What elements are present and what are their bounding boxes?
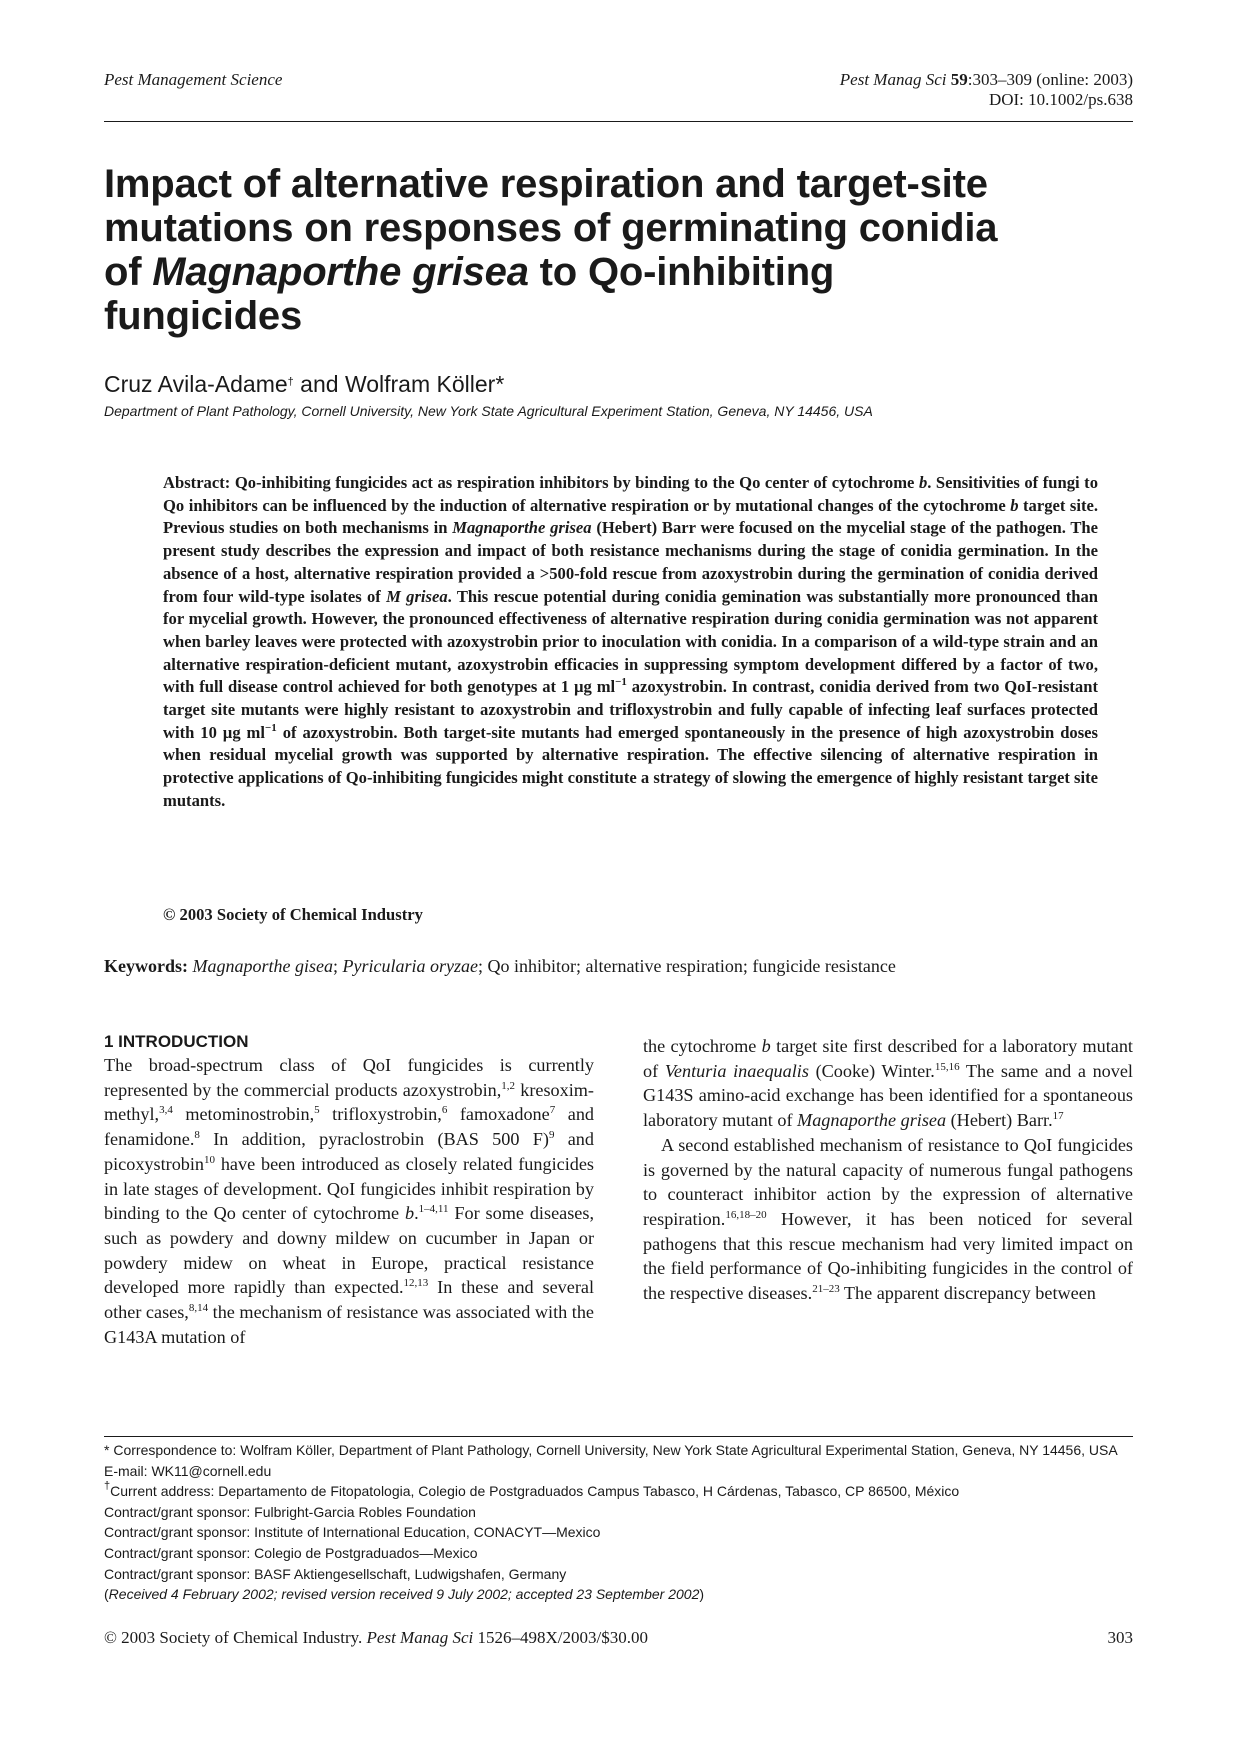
reference-sup: 7 [549,1104,556,1117]
footer-issn: 1526–498X/2003/$30.00 [473,1628,648,1647]
body-text: . [414,1203,419,1224]
abstract-italic: Magnaporthe grisea [452,518,592,538]
footnote-email: E-mail: WK11@cornell.edu [104,1462,272,1479]
reference-sup: 10 [204,1153,216,1166]
author-connector: and [293,371,345,397]
reference-sup: 1,2 [501,1079,516,1092]
footnote-paren: ( [104,1586,109,1603]
reference-sup: 8,14 [188,1302,209,1315]
body-italic: b [404,1203,415,1224]
body-text: In these and several other cases, [104,1277,594,1323]
body-text: However, it has been noticed for several pathogens that this rescue mechanism had very limited impact on the field performance of Qo-inhibiting fungicides in the control of the respective diseases. [643,1208,1133,1304]
reference-sup: 9 [548,1129,555,1142]
page-footer [104,1628,1133,1648]
reference-sup: 17 [1052,1110,1064,1123]
body-text: (Hebert) Barr. [946,1110,1053,1131]
body-text: the cytochrome [643,1036,762,1056]
doi: DOI: 10.1002/ps.638 [988,90,1133,109]
footnote-current-address [104,1481,1133,1502]
body-text: the mechanism of resistance was associated with the G143A mutation of [104,1302,594,1347]
footnote-text: Correspondence to: Wolfram Köller, Department of Plant Pathology, Cornell University, New York State Agricultural Experimental Station, Geneva, NY 14456, USA [109,1442,1118,1458]
body-text: In addition, pyraclostrobin (BAS 500 F) [199,1129,549,1150]
footnote-dates: Received 4 February 2002; revised version received 9 July 2002; accepted 23 September 2002 [108,1586,700,1603]
footnote-sponsor-1: Contract/grant sponsor: Fulbright-Garcia Robles Foundation [104,1503,476,1520]
running-header [104,70,1133,122]
keyword-separator: ; [332,956,343,976]
citation-block [840,70,1133,110]
title-line-3-post: to Qo-inhibiting [528,250,835,294]
title-line-4: fungicides [104,294,303,338]
author-1: Cruz Avila-Adame [104,371,288,397]
footnote-mark: * [104,1442,110,1458]
header-rule [104,121,1133,122]
reference-sup: 8 [194,1129,200,1142]
body-text: kresoxim-methyl, [104,1079,594,1125]
abstract-text: (Hebert) Barr were focused on the mycelial stage of the pathogen. The present study describes the expression and impact of both resistance mechanisms during the stage of conidia germination. In the absence of a host, alternative respiration provided a >500-fold rescue from azoxystrobin during the germination of conidia derived from four wild-type isolates of [163,518,1098,606]
reference-sup: 16,18–20 [725,1208,767,1221]
article-title [104,162,1133,338]
body-text: metominostrobin, [172,1104,315,1125]
reference-sup: 5 [314,1104,320,1117]
author-1-mark: † [287,376,294,388]
citation-journal: Pest Manag Sci [839,70,947,89]
body-text: trifloxystrobin, [319,1104,442,1125]
body-italic: Magnaporthe grisea [797,1110,947,1131]
reference-sup: 6 [441,1104,448,1117]
citation-pages: :303–309 (online: 2003) [967,70,1133,89]
body-text: famoxadone [447,1104,550,1125]
body-text: (Cooke) Winter. [808,1060,935,1081]
intro-paragraph-2 [643,1133,1133,1306]
body-text: The broad-spectrum class of QoI fungicides is currently represented by the commercial products azoxystrobin, [104,1055,594,1100]
affiliation: Department of Plant Pathology, Cornell University, New York State Agricultural Experiment Station, Geneva, NY 14456, USA [104,403,873,419]
authors [104,370,504,398]
reference-sup: 21–23 [812,1283,840,1296]
reference-sup: 12,13 [403,1277,429,1290]
page-number: 303 [1107,1628,1133,1647]
keyword-2: Pyricularia oryzae [342,956,478,976]
abstract-text: . Sensitivities of fungi to Qo inhibitors can be influenced by the induction of alternative respiration or by mutational changes of the cytochrome [163,473,1098,515]
title-line-3-pre: of [104,250,153,294]
keywords-rest: ; Qo inhibitor; alternative respiration; fungicide resistance [477,956,896,976]
footnote-correspondence [104,1440,1133,1461]
keywords [104,956,896,977]
footnote-text: Current address: Departamento de Fitopatologia, Colegio de Postgraduados Campus Tabasco, H Cárdenas, Tabasco, CP 86500, México [110,1483,960,1500]
body-text: and picoxystrobin [104,1129,594,1174]
footer-journal: Pest Manag Sci [366,1628,474,1647]
footnote-paren: ) [699,1586,705,1603]
footer-copyright: © 2003 Society of Chemical Industry. [104,1628,367,1647]
author-2: Wolfram Köller* [344,371,505,397]
reference-sup: 1–4,11 [418,1203,449,1216]
abstract [163,472,1098,813]
body-italic: b [761,1036,771,1056]
body-text: The same and a novel G143S amino-acid exchange has been identified for a spontaneous laboratory mutant of [643,1060,1133,1131]
citation-line [840,70,1133,90]
abstract-italic: b [918,473,928,492]
title-line-1: Impact of alternative respiration and target-site [104,162,988,206]
abstract-sup: −1 [615,676,627,689]
body-text: target site first described for a laboratory mutant of [643,1036,1133,1081]
footnote-mark: † [104,1480,111,1493]
body-text: For some diseases, such as powdery and downy mildew on cucumber in Japan or powdery midew on wheat in Europe, practical resistance developed more rapidly than expected. [104,1203,594,1298]
abstract-sup: −1 [265,721,277,734]
body-column-right [643,1034,1133,1306]
body-text: have been introduced as closely related fungicides in late stages of development. QoI fungicides inhibit respiration by binding to the Qo center of cytochrome [104,1153,594,1224]
intro-paragraph-1-continued [643,1034,1133,1133]
body-text: A second established mechanism of resistance to QoI fungicides is governed by the natural capacity of numerous fungal pathogens to counteract inhibitor action by the expression of alternative respiration. [643,1134,1133,1229]
footnote-rule [104,1436,1133,1437]
abstract-text: . This rescue potential during conidia gemination was substantially more pronounced than for mycelial growth. However, the pronounced effectiveness of alternative respiration during conidia germination was not apparent when barley leaves were protected with azoxystrobin prior to inoculation with conidia. In a comparison of a wild-type strain and an alternative respiration-deficient mutant, azoxystrobin efficacies in suppressing symptom development differed by a factor of two, with full disease control achieved for both genotypes at 1 µg ml [163,586,1099,697]
abstract-copyright: © 2003 Society of Chemical Industry [163,905,423,924]
footnotes [104,1440,1133,1605]
citation-volume: 59 [950,70,968,89]
body-text: and fenamidone. [104,1104,595,1150]
body-text: The apparent discrepancy between [839,1283,1096,1304]
abstract-text: target site. Previous studies on both mechanisms in [163,495,1098,538]
journal-name: Pest Management Science [104,70,283,89]
abstract-text: of azoxystrobin. Both target-site mutants had emerged spontaneously in the presence of high azoxystrobin doses when residual mycelial growth was supported by alternative respiration. The effective silencing of alternative respiration in protective applications of Qo-inhibiting fungicides might constitute a strategy of slowing the emergence of highly resistant target site mutants. [163,722,1098,810]
body-column-left [104,1031,594,1349]
footnote-sponsor-4: Contract/grant sponsor: BASF Aktiengesellschaft, Ludwigshafen, Germany [104,1565,567,1582]
reference-sup: 15,16 [934,1060,960,1073]
title-species: Magnaporthe grisea [152,250,529,294]
abstract-italic: M grisea [386,586,448,606]
body-italic: Venturia inaequalis [664,1060,809,1081]
keywords-label: Keywords: [104,956,188,976]
footnote-received-dates [104,1584,1133,1605]
abstract-label: Abstract: [163,473,231,492]
title-line-2: mutations on responses of germinating conidia [104,206,998,250]
footnote-sponsor-3: Contract/grant sponsor: Colegio de Postgraduados—Mexico [104,1544,478,1561]
section-heading: 1 INTRODUCTION [104,1032,249,1051]
abstract-text: Qo-inhibiting fungicides act as respiration inhibitors by binding to the Qo center of cytochrome [230,473,919,492]
keyword-1: Magnaporthe gisea [192,956,333,976]
abstract-italic: b [1010,495,1019,515]
reference-sup: 3,4 [159,1104,173,1117]
footnote-sponsor-2: Contract/grant sponsor: Institute of International Education, CONACYT—Mexico [104,1524,601,1541]
abstract-text: azoxystrobin. In contrast, conidia derived from two QoI-resistant target site mutants were highly resistant to azoxystrobin and trifloxystrobin and fully capable of infecting leaf surfaces protected with 10 µg ml [163,677,1098,742]
intro-paragraph-1 [104,1053,594,1349]
